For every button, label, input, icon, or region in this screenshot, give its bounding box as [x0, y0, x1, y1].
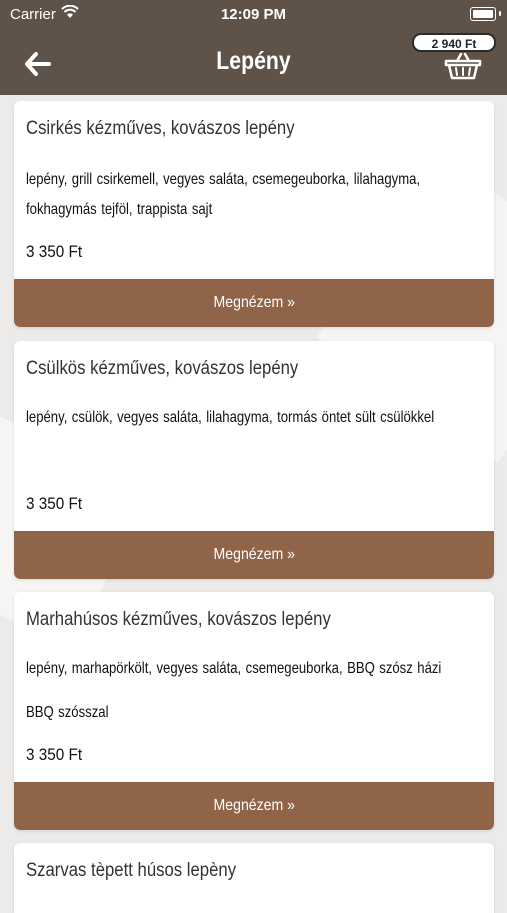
product-card — [14, 101, 494, 327]
product-card — [14, 341, 494, 579]
cart-total-badge[interactable]: 2 940 Ft — [412, 33, 496, 52]
product-name: Szarvas tèpett húsos lepèny — [26, 860, 237, 881]
carrier-label: Carrier — [10, 6, 56, 23]
battery-icon — [470, 7, 496, 21]
product-list — [14, 101, 494, 913]
product-name: Csülkös kézműves, kovászos lepény — [26, 358, 299, 379]
status-time: 12:09 PM — [220, 6, 287, 23]
product-card — [14, 592, 494, 830]
view-product-button[interactable] — [14, 782, 494, 830]
app-header — [0, 0, 507, 95]
product-description: lepény, grill csirkemell, vegyes saláta, csemegeuborka, lilahagyma, fokhagymás tejföl, trappista sajt — [26, 171, 421, 218]
battery-tip — [499, 11, 501, 16]
product-price: 3 350 Ft — [26, 494, 83, 513]
product-description: lepény, csülök, vegyes saláta, lilahagyma, tormás öntet sült csülökkel — [26, 409, 435, 426]
product-price: 3 350 Ft — [26, 242, 83, 261]
product-card — [14, 843, 494, 913]
page-title: Lepény — [216, 47, 291, 75]
product-description: lepény, marhapörkölt, vegyes saláta, csemegeuborka, BBQ szósz házi BBQ szósszal — [26, 660, 442, 721]
product-name: Csirkés kézműves, kovászos lepény — [26, 118, 295, 139]
basket-icon[interactable] — [444, 52, 482, 80]
view-product-button[interactable] — [14, 531, 494, 579]
view-product-button-label: Megnézem » — [213, 294, 295, 311]
view-product-button-label: Megnézem » — [213, 797, 295, 814]
status-bar — [0, 0, 507, 28]
view-product-button-label: Megnézem » — [213, 546, 295, 563]
product-name: Marhahúsos kézműves, kovászos lepény — [26, 609, 331, 630]
product-price: 3 350 Ft — [26, 745, 83, 764]
view-product-button[interactable] — [14, 279, 494, 327]
